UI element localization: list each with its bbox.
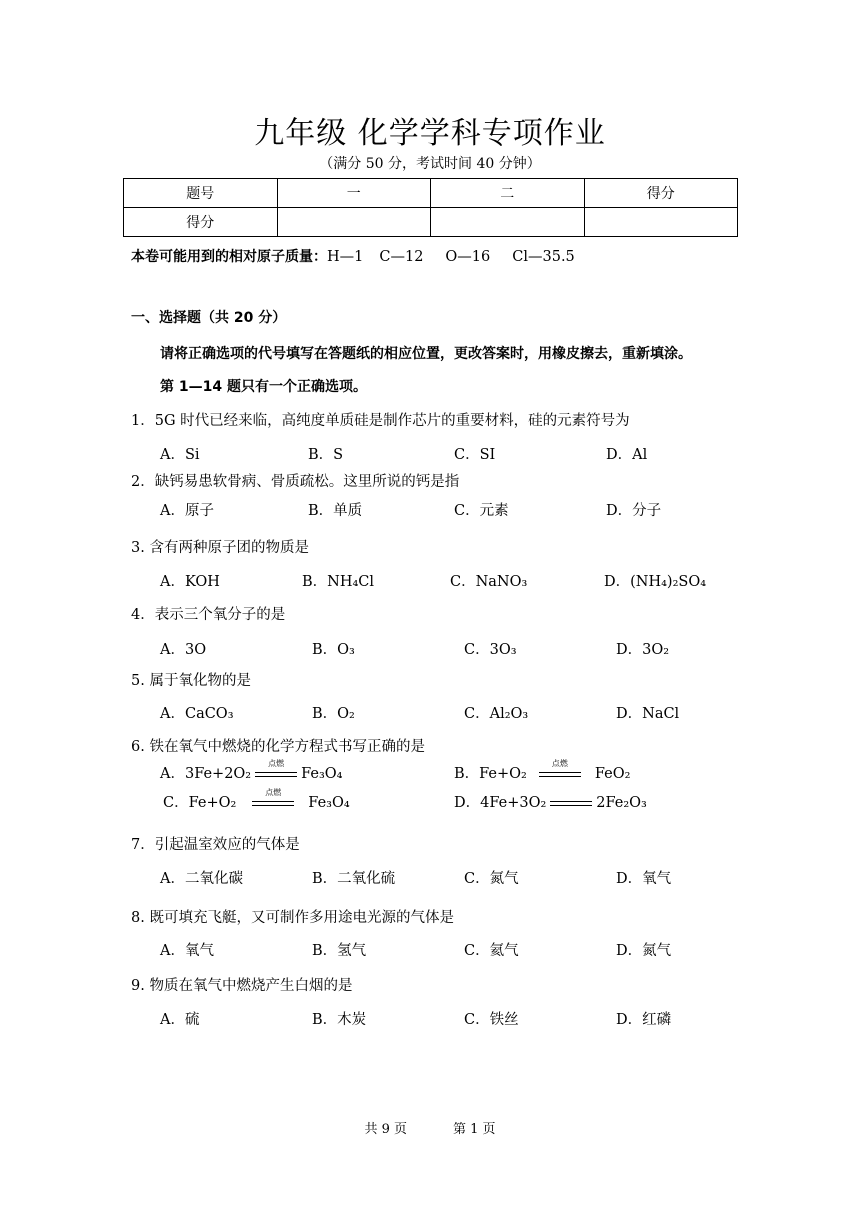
option-b: B．二氧化硫	[312, 871, 396, 887]
option-a	[160, 759, 343, 783]
option-c: C．Al₂O₃	[464, 706, 529, 722]
option-d: D．红磷	[616, 1012, 672, 1028]
option-c: C．铁丝	[464, 1012, 519, 1028]
option-b: B．木炭	[312, 1012, 367, 1028]
total-pages: 共 9 页	[364, 1122, 407, 1137]
question-stem: 3. 含有两种原子团的物质是	[131, 540, 309, 556]
reaction-condition: 点燃	[265, 788, 282, 797]
section-heading: 一、选择题（共 20 分）	[131, 310, 287, 326]
option-a: A．Si	[160, 447, 200, 463]
option-d: D．氮气	[616, 943, 672, 959]
atomic-mass-value: O—16	[445, 249, 491, 265]
option-b: B．O₃	[312, 642, 355, 658]
option-d: D．Al	[606, 447, 648, 463]
equation-right: Fe₃O₄	[301, 766, 343, 782]
option-a: A．硫	[160, 1012, 200, 1028]
score-table-header-row	[124, 179, 738, 208]
option-a: A．二氧化碳	[160, 871, 243, 887]
score-cell-blank	[277, 208, 431, 237]
option-a: A．KOH	[160, 574, 220, 590]
score-header-cell: 二	[431, 179, 585, 208]
option-a: A．3O	[160, 642, 207, 658]
option-c: C．SI	[454, 447, 496, 463]
equals-sign-with-condition	[539, 759, 581, 779]
page-title: 九年级 化学学科专项作业	[254, 116, 606, 151]
question-stem: 2．缺钙易患软骨病、骨质疏松。这里所说的钙是指	[131, 474, 460, 490]
atomic-mass-value: H—1	[327, 249, 364, 265]
score-cell-blank	[584, 208, 738, 237]
option-b: B．O₂	[312, 706, 355, 722]
option-a: A．原子	[160, 503, 214, 519]
equation-right: 2Fe₂O₃	[596, 795, 647, 811]
section-note: 第 1—14 题只有一个正确选项。	[160, 379, 367, 395]
atomic-mass-label: 本卷可能用到的相对原子质量：	[131, 249, 327, 265]
score-header-cell: 得分	[584, 179, 738, 208]
option-b: B．S	[308, 447, 344, 463]
equation-left: C．Fe+O₂	[163, 795, 237, 811]
option-b	[454, 759, 631, 783]
score-header-cell: 一	[277, 179, 431, 208]
score-header-cell: 题号	[124, 179, 278, 208]
reaction-condition: 点燃	[268, 759, 285, 768]
option-a: A．氧气	[160, 943, 214, 959]
option-d: D．氧气	[616, 871, 672, 887]
option-c: C．元素	[454, 503, 509, 519]
question-stem: 7．引起温室效应的气体是	[131, 837, 300, 853]
option-b: B．NH₄Cl	[302, 574, 375, 590]
atomic-mass-line	[131, 246, 575, 266]
question-stem: 5. 属于氧化物的是	[131, 673, 251, 689]
option-c: C．氦气	[464, 943, 519, 959]
equation-right: Fe₃O₄	[308, 795, 350, 811]
question-stem: 1．5G 时代已经来临，高纯度单质硅是制作芯片的重要材料，硅的元素符号为	[131, 413, 630, 429]
option-c: C．NaNO₃	[450, 574, 528, 590]
option-a: A．CaCO₃	[160, 706, 234, 722]
page-footer	[0, 1118, 860, 1137]
option-b: B．氢气	[312, 943, 367, 959]
atomic-mass-value: C—12	[379, 249, 424, 265]
question-stem: 9. 物质在氧气中燃烧产生白烟的是	[131, 978, 353, 994]
equals-sign-with-condition	[252, 788, 294, 808]
score-table-score-row	[124, 208, 738, 237]
option-d: D．(NH₄)₂SO₄	[604, 574, 707, 590]
equation-left: D．4Fe+3O₂	[454, 795, 547, 811]
equation-left: A．3Fe+2O₂	[160, 766, 252, 782]
option-c: C．3O₃	[464, 642, 517, 658]
reaction-condition: 点燃	[551, 759, 568, 768]
section-instruction: 请将正确选项的代号填写在答题纸的相应位置，更改答案时，用橡皮擦去，重新填涂。	[160, 346, 692, 362]
equation-left: B．Fe+O₂	[454, 766, 527, 782]
exam-subtitle: （满分 50 分，考试时间 40 分钟）	[319, 156, 541, 172]
option-c: C．氮气	[464, 871, 519, 887]
question-stem: 8. 既可填充飞艇，又可制作多用途电光源的气体是	[131, 910, 454, 926]
question-stem: 4．表示三个氧分子的是	[131, 607, 286, 623]
option-d: D．NaCl	[616, 706, 680, 722]
option-d: D．3O₂	[616, 642, 670, 658]
score-row-label: 得分	[124, 208, 278, 237]
atomic-mass-value: Cl—35.5	[512, 249, 575, 265]
score-cell-blank	[431, 208, 585, 237]
equation-right: FeO₂	[594, 766, 631, 782]
score-table	[123, 178, 738, 237]
option-d: D．分子	[606, 503, 662, 519]
option-c	[163, 788, 350, 812]
option-d	[454, 791, 647, 812]
equals-sign-with-condition	[255, 759, 297, 779]
question-stem: 6. 铁在氧气中燃烧的化学方程式书写正确的是	[131, 739, 425, 755]
equals-sign	[550, 798, 592, 808]
current-page: 第 1 页	[453, 1122, 496, 1137]
option-b: B．单质	[308, 503, 363, 519]
